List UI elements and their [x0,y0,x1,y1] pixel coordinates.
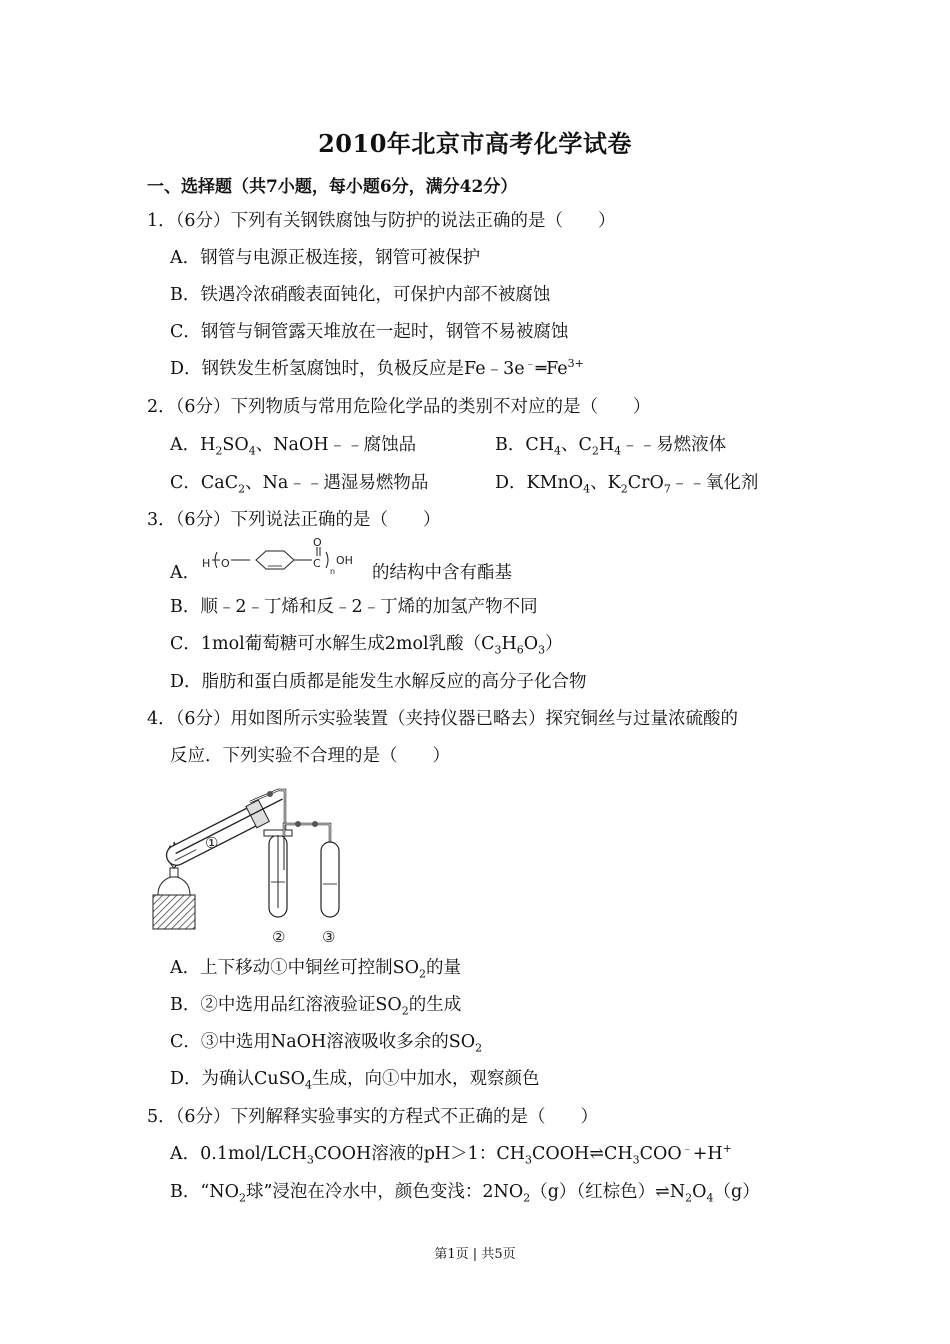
polyester-structure-figure [200,536,380,584]
test-tube-3 [321,842,339,917]
q3-option-c: C．1mol葡萄糖可水解生成2mol乳酸$(C_3H_6O_3)$ [170,634,563,657]
q5-option-a: A．$0.1mol/LCH_3COOH$溶液的pH＞1：$CH_3COOH\rightleftharpoons CH_3COO^﹣+H^+$ [170,1142,732,1167]
q5-stem: 5．（6分）下列解释实验事实的方程式不正确的是（ ） [147,1107,599,1127]
q2-stem: 2．（6分）下列物质与常用危险化学品的类别不对应的是（ ） [147,397,651,417]
q3-stem: 3．（6分）下列说法正确的是（ ） [147,510,441,530]
q1-option-d: D．钢铁发生析氢腐蚀时，负极反应是$Fe﹣3e^﹣═Fe^{3+}$ [170,357,584,379]
q3-option-a-label: A． [170,563,201,583]
q4-stem-line1: 4．（6分）用如图所示实验装置（夹持仪器已略去）探究铜丝与过量浓硫酸的 [147,709,739,729]
q2-option-c: C．CaC$_2$、Na﹣﹣遇湿易燃物品 [170,473,429,496]
q1-option-c: C．钢管与铜管露天堆放在一起时，钢管不易被腐蚀 [170,322,569,342]
q2-option-a: A．$H_2SO_4$、NaOH﹣﹣腐蚀品 [170,435,417,458]
q4-option-b: B．②中选用品红溶液验证$SO_2$的生成 [170,995,462,1018]
mol-o1: O [221,557,230,570]
q4-option-d: D．为确认CuSO$_4$生成，向①中加水，观察颜色 [170,1069,540,1092]
q4-stem-line2: 反应．下列实验不合理的是（ ） [170,746,450,766]
section-heading: 一、选择题（共7小题，每小题6分，满分42分） [147,177,518,197]
q1-option-b: B．铁遇冷浓硝酸表面钝化，可保护内部不被腐蚀 [170,285,551,305]
q2-option-b: B．$CH_4$、$C_2H_4﹣﹣$易燃液体 [495,435,727,458]
q1-stem: 1．（6分）下列有关钢铁腐蚀与防护的说法正确的是（ ） [147,211,616,231]
q3-option-d: D．脂肪和蛋白质都是能发生水解反应的高分子化合物 [170,672,587,692]
q3-option-b: B．顺﹣2﹣丁烯和反﹣2﹣丁烯的加氢产物不同 [170,597,538,617]
alcohol-lamp [158,876,190,895]
q4-option-a: A．上下移动①中铜丝可控制$SO_2$的量 [170,958,461,981]
page-footer: 第1页 | 共5页 [434,1247,516,1262]
q2-option-d: D．KMnO$_4$、$K_2CrO_7﹣﹣$氧化剂 [495,473,759,496]
mol-c: C [313,557,321,570]
mol-n: n [330,567,336,576]
label-3: ③ [322,928,336,946]
copper-wire [176,799,283,853]
q4-option-c: C．③中选用NaOH溶液吸收多余的$SO_2$ [170,1032,483,1055]
q1-option-a: A．钢管与电源正极连接，钢管可被保护 [170,248,481,268]
label-1: ① [205,834,219,852]
mol-o2: O [313,536,322,549]
label-2: ② [272,928,286,946]
q5-option-b: B．“$NO_2$球”浸泡在冷水中，颜色变浅：$2NO_2(g)$（红棕色）$\rightleftharpoons N_2O_4(g)$ [170,1182,760,1205]
burner-stand [153,895,195,929]
mol-h: H [202,557,211,570]
page-title: 2010年北京市高考化学试卷 [318,129,632,158]
mol-oh: OH [336,554,353,567]
apparatus-figure [150,780,350,945]
q3-option-a-text: 的结构中含有酯基 [372,563,512,583]
